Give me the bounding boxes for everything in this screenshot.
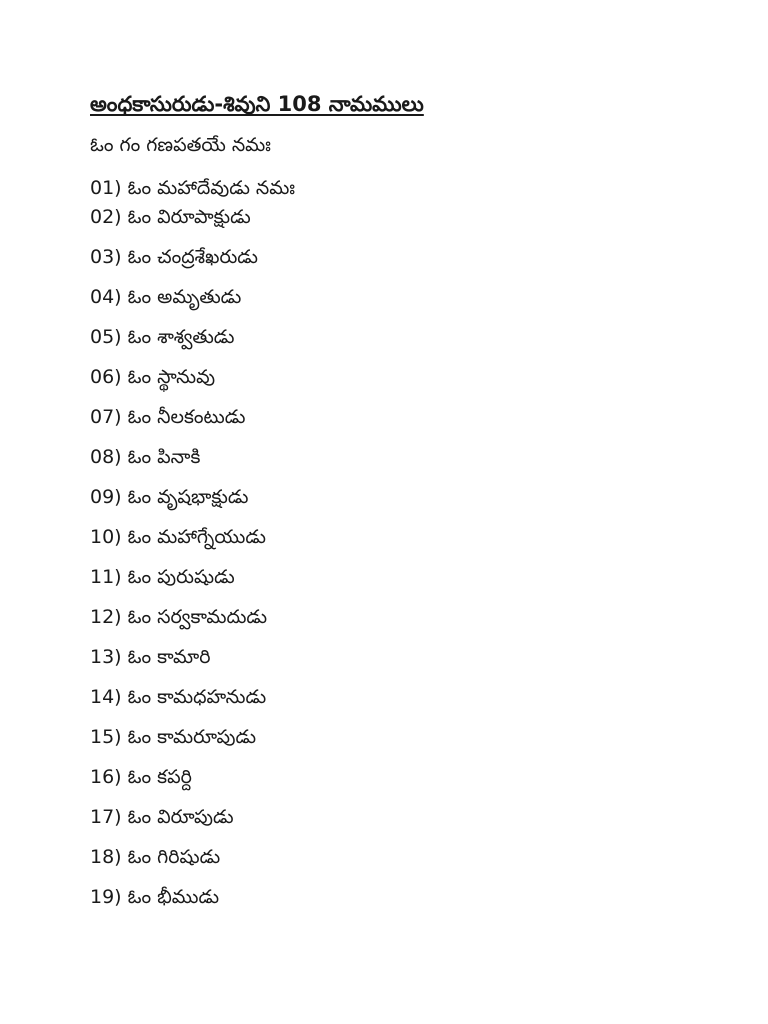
item-number: 15) <box>90 726 122 748</box>
list-item <box>90 404 245 430</box>
item-text: ఓం సర్వకామదుడు <box>127 606 268 628</box>
item-text: ఓం శాశ్వతుడు <box>127 326 235 348</box>
item-number: 17) <box>90 806 122 828</box>
item-number: 05) <box>90 326 122 348</box>
item-text: ఓం కపర్ది <box>127 766 192 788</box>
item-number: 14) <box>90 686 122 708</box>
item-number: 03) <box>90 246 122 268</box>
list-item <box>90 884 219 910</box>
list-item <box>90 724 256 750</box>
item-text: ఓం మహాదేవుడు నమః <box>127 177 295 199</box>
list-item <box>90 844 220 870</box>
document-title: అంధకాసురుడు-శివుని 108 నామములు <box>90 92 424 116</box>
item-number: 12) <box>90 606 122 628</box>
list-item <box>90 644 211 670</box>
item-number: 01) <box>90 177 122 199</box>
item-number: 11) <box>90 566 122 588</box>
item-number: 13) <box>90 646 122 668</box>
list-item <box>90 484 248 510</box>
item-number: 04) <box>90 286 122 308</box>
item-text: ఓం అమృతుడు <box>127 286 242 308</box>
list-item <box>90 364 215 390</box>
item-number: 10) <box>90 526 122 548</box>
item-number: 07) <box>90 406 122 428</box>
list-item <box>90 524 266 550</box>
item-text: ఓం నీలకంటుడు <box>127 406 246 428</box>
item-number: 09) <box>90 486 122 508</box>
item-number: 16) <box>90 766 122 788</box>
item-text: ఓం చంద్రశేఖరుడు <box>127 246 258 268</box>
item-text: ఓం విరూపాక్షుడు <box>127 206 251 228</box>
item-text: ఓం పినాకి <box>127 446 201 468</box>
list-item <box>90 604 267 630</box>
list-item <box>90 244 258 270</box>
list-item <box>90 284 241 310</box>
item-text: ఓం స్థానువు <box>127 366 216 388</box>
item-text: ఓం విరూపుడు <box>127 806 234 828</box>
list-item <box>90 175 295 201</box>
list-item <box>90 684 266 710</box>
item-text: ఓం వృషభాక్షుడు <box>127 486 249 508</box>
list-item <box>90 804 234 830</box>
item-text: ఓం కామధహనుడు <box>127 686 267 708</box>
list-item <box>90 564 235 590</box>
item-text: ఓం పురుషుడు <box>127 566 235 588</box>
item-text: ఓం భీముడు <box>127 886 220 908</box>
item-number: 18) <box>90 846 122 868</box>
item-number: 08) <box>90 446 122 468</box>
list-item <box>90 764 192 790</box>
list-item <box>90 204 251 230</box>
item-text: ఓం కామారి <box>127 646 211 668</box>
invocation-line: ఓం గం గణపతయే నమః <box>90 134 271 156</box>
item-text: ఓం మహాగ్నేయుడు <box>127 526 266 548</box>
item-text: ఓం గిరిషుడు <box>127 846 221 868</box>
item-number: 02) <box>90 206 122 228</box>
item-text: ఓం కామరూపుడు <box>127 726 257 748</box>
list-item <box>90 324 234 350</box>
item-number: 19) <box>90 886 122 908</box>
item-number: 06) <box>90 366 122 388</box>
list-item <box>90 444 200 470</box>
